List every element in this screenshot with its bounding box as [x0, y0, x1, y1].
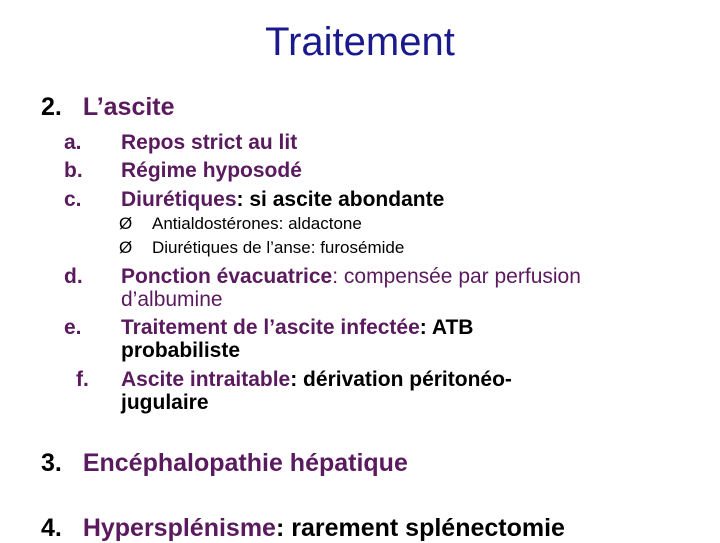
page-title: Traitement: [265, 20, 455, 64]
list-item: [64, 316, 684, 362]
list-item: [64, 159, 664, 182]
item-rest: : compensée par perfusion: [332, 265, 581, 288]
item-lead: Diurétiques: [121, 188, 237, 211]
item-letter: b.: [64, 159, 83, 182]
sub-item-text: Diurétiques de l’anse: furosémide: [152, 238, 405, 257]
item-letter: a.: [64, 131, 82, 154]
item-letter: d.: [64, 265, 83, 288]
sub-list-item: [119, 238, 519, 258]
item-lead: Ascite intraitable: [121, 368, 291, 391]
section-encephalopathie: [41, 449, 408, 478]
section-heading: Encéphalopathie hépatique: [82, 449, 408, 477]
item-text: [121, 368, 512, 391]
list-item: [64, 368, 684, 414]
section-hypersplenisme: [41, 514, 565, 543]
item-rest: : ATB: [419, 316, 474, 339]
item-lead: Ponction évacuatrice: [121, 265, 333, 288]
section-number: 2.: [41, 93, 62, 121]
item-letter: e.: [64, 316, 82, 339]
item-text: Régime hyposodé: [121, 159, 302, 182]
list-item: [64, 131, 664, 154]
item-rest: : si ascite abondante: [236, 188, 445, 211]
section-suffix: : rarement splénectomie: [275, 514, 565, 542]
arrow-bullet-icon: Ø: [119, 214, 133, 233]
list-item: [64, 265, 684, 311]
section-heading: Hypersplénisme: [82, 514, 276, 542]
item-text: Repos strict au lit: [121, 131, 298, 154]
section-ascite: [41, 93, 175, 122]
sub-item-text: Antialdostérones: aldactone: [152, 214, 362, 233]
section-number: 4.: [41, 514, 62, 542]
item-text: [121, 188, 444, 211]
arrow-bullet-icon: Ø: [119, 238, 133, 257]
sub-list-item: [119, 214, 519, 234]
item-continuation: jugulaire: [121, 391, 209, 414]
item-text: [121, 316, 473, 339]
section-number: 3.: [41, 449, 62, 477]
item-continuation: probabiliste: [121, 339, 241, 362]
item-letter: c.: [64, 188, 82, 211]
list-item: [64, 188, 664, 211]
item-continuation: d’albumine: [121, 288, 223, 311]
item-text: [121, 265, 581, 288]
section-heading: L’ascite: [82, 93, 175, 121]
item-letter: f.: [76, 368, 89, 391]
item-lead: Traitement de l’ascite infectée: [121, 316, 420, 339]
item-rest: : dérivation péritonéo-: [290, 368, 512, 391]
